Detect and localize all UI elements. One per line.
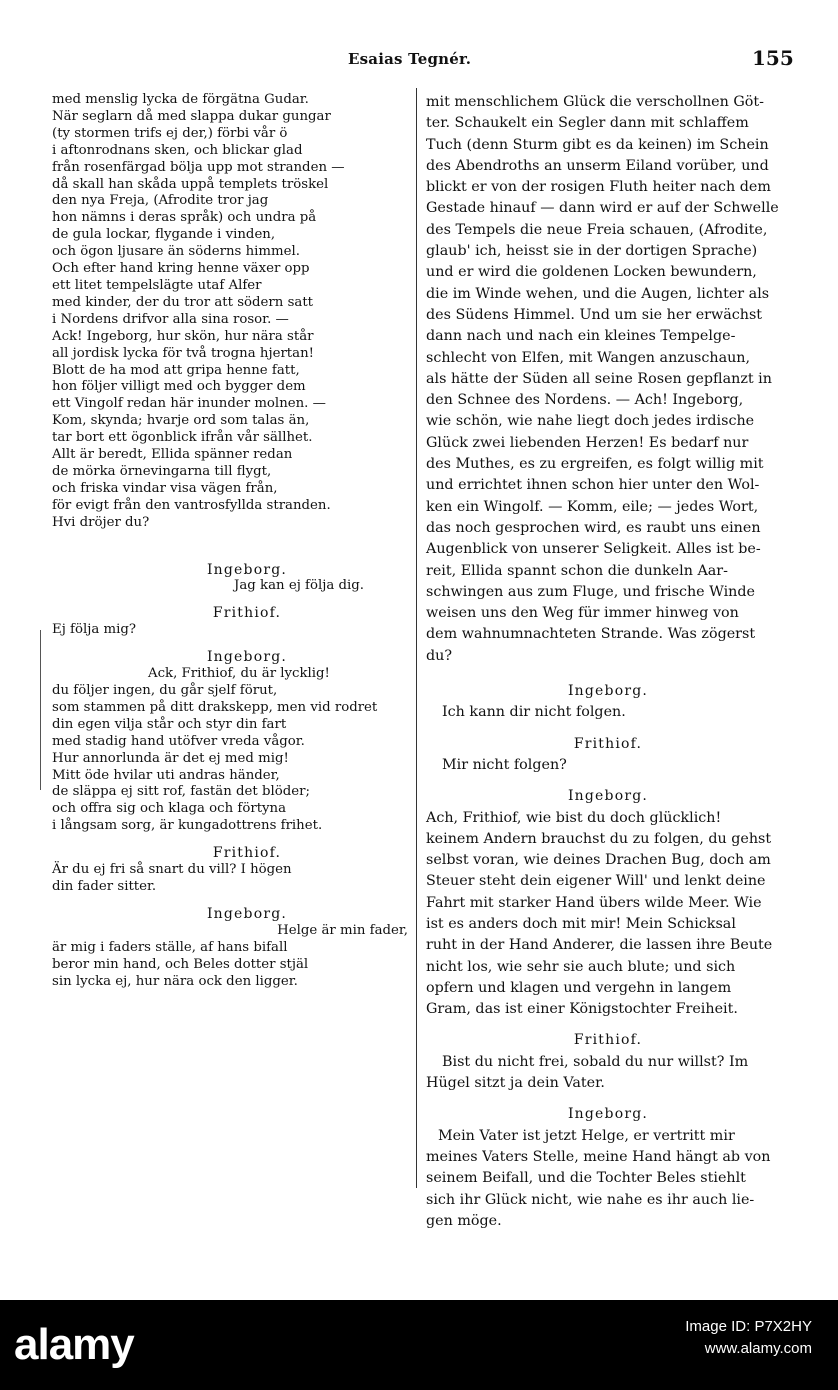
dialogue-line: selbst voran, wie deines Drachen Bug, doch am	[426, 852, 771, 869]
dialogue-line: din egen vilja står och styr din fart	[52, 716, 287, 732]
verse-line: Allt är beredt, Ellida spänner redan	[52, 447, 293, 463]
dialogue-line: Ack, Frithiof, du är lycklig!	[148, 666, 330, 682]
verse-line: Blott de ha mod att gripa henne fatt,	[52, 362, 300, 378]
verse-line: från rosenfärgad bölja upp mot stranden —	[52, 159, 345, 175]
verse-line: Och efter hand kring henne växer opp	[52, 261, 310, 277]
verse-line: ett Vingolf redan här inunder molnen. —	[52, 396, 326, 412]
verse-line: de mörka örnevingarna till flygt,	[52, 463, 272, 479]
prose-line: die im Winde wehen, und die Augen, lichter als	[426, 285, 770, 302]
prose-line: mit menschlichem Glück die verschollnen Göt-	[426, 94, 764, 110]
verse-line: med kinder, der du tror att södern satt	[52, 294, 314, 310]
dialogue-line: i långsam sorg, är kungadottrens frihet.	[52, 818, 323, 834]
dialogue-line: Mein Vater ist jetzt Helge, er vertritt mir	[438, 1127, 735, 1144]
prose-line: Gestade hinauf — dann wird er auf der Schwelle	[426, 200, 779, 217]
verse-line: ett litet tempelslägte utaf Alfer	[52, 277, 262, 293]
verse-line: (ty stormen trifs ej der,) förbi vår ö	[52, 125, 288, 141]
image-id: Image ID: P7X2HY	[685, 1318, 812, 1335]
verse-line: i aftonrodnans sken, och blickar glad	[52, 142, 303, 158]
prose-line: wie schön, wie nahe liegt doch jedes irdische	[426, 413, 755, 430]
dialogue-line: Ich kann dir nicht folgen.	[442, 704, 626, 721]
speaker-heading: Ingeborg.	[206, 649, 288, 666]
dialogue-line: med stadig hand utöfver vreda vågor.	[52, 733, 305, 749]
dialogue-line: Ach, Frithiof, wie bist du doch glücklich!	[426, 809, 722, 826]
speaker-heading: Ingeborg.	[567, 683, 649, 700]
prose-line: des Südens Himmel. Und um sie her erwächst	[426, 306, 763, 323]
verse-line: När seglarn då med slappa dukar gungar	[52, 108, 331, 124]
prose-line: du?	[426, 647, 453, 664]
verse-line: Ack! Ingeborg, hur skön, hur nära står	[52, 328, 314, 344]
prose-line: ter. Schaukelt ein Segler dann mit schlaffem	[426, 115, 749, 132]
speaker-heading: Frithiof.	[573, 1032, 643, 1049]
dialogue-line: Jag kan ej följa dig.	[234, 578, 364, 594]
verse-line: och friska vindar visa vägen från,	[52, 480, 278, 496]
page-number: 155	[752, 46, 794, 70]
dialogue-line: nicht los, wie sehr sie auch blute; und sich	[426, 958, 736, 975]
dialogue-line: opfern und klagen und vergehn in langem	[426, 979, 732, 996]
column-divider	[416, 88, 417, 1188]
verse-line: och ögon ljusare än söderns himmel.	[52, 244, 300, 260]
dialogue-line: sich ihr Glück nicht, wie nahe es ihr auch lie-	[426, 1191, 755, 1208]
verse-line: all jordisk lycka för två trogna hjertan!	[52, 345, 314, 361]
verse-line: de gula lockar, flygande i vinden,	[52, 227, 276, 243]
dialogue-line: Steuer steht dein eigener Will' und lenkt deine	[426, 873, 766, 890]
prose-line: blickt er von der rosigen Fluth heiter nach dem	[426, 179, 771, 196]
prose-line: Augenblick von unserer Seligkeit. Alles ist be-	[426, 541, 761, 558]
verse-block	[52, 92, 412, 532]
verse-line: för evigt från den vantrosfyllda stranden.	[52, 497, 331, 513]
speaker-heading: Ingeborg.	[567, 788, 649, 805]
verse-line: då skall han skåda uppå templets tröskel	[52, 176, 329, 192]
dialogue-line: Ej följa mig?	[52, 622, 137, 638]
verse-line: Kom, skynda; hvarje ord som talas än,	[52, 413, 310, 429]
dialogue-line: seinem Beifall, und die Tochter Beles stiehlt	[426, 1170, 746, 1187]
speaker-heading: Ingeborg.	[567, 1106, 649, 1123]
dialogue-line: Mir nicht folgen?	[442, 756, 567, 773]
dialogue-line: keinem Andern brauchst du zu folgen, du gehst	[426, 830, 772, 847]
speaker-heading: Frithiof.	[573, 735, 643, 752]
prose-line: und errichtet ihnen schon hier unter den Wol-	[426, 477, 760, 494]
prose-line: den Schnee des Nordens. — Ach! Ingeborg,	[426, 392, 744, 409]
running-head: Esaias Tegnér.	[348, 50, 472, 68]
verse-line: hon följer villigt med och bygger dem	[52, 379, 306, 395]
dialogue-line: som stammen på ditt drakskepp, men vid rodret	[52, 699, 378, 715]
dialogue-line: gen möge.	[426, 1212, 502, 1229]
prose-line: des Tempels die neue Freia schauen, (Afrodite,	[426, 221, 768, 238]
stock-footer	[0, 1300, 838, 1390]
dialogue-line: ruht in der Hand Anderer, die lassen ihre Beute	[426, 937, 773, 954]
speaker-heading: Frithiof.	[212, 845, 282, 862]
swedish-column	[52, 92, 412, 990]
prose-line: schlecht von Elfen, mit Wangen anzuschaun,	[426, 349, 751, 366]
prose-line: das noch gesprochen wird, es raubt uns einen	[426, 519, 761, 536]
prose-line: Tuch (denn Sturm gibt es da keinen) im Schein	[426, 136, 769, 153]
prose-line: des Muthes, es zu ergreifen, es folgt willig mit	[426, 456, 764, 473]
verse-line: i Nordens drifvor alla sina rosor. —	[52, 311, 289, 327]
speaker-heading: Frithiof.	[212, 605, 282, 622]
dialogue-line: Fahrt mit starker Hand übers wilde Meer. Wie	[426, 894, 762, 911]
german-column	[426, 92, 790, 1232]
dialogue-line: beror min hand, och Beles dotter stjäl	[52, 956, 309, 972]
dialogue-line: du följer ingen, du går sjelf förut,	[52, 683, 278, 698]
dialogue-line: Bist du nicht frei, sobald du nur willst? Im	[442, 1053, 749, 1070]
dialogue-line: din fader sitter.	[52, 878, 157, 894]
margin-rule	[40, 630, 41, 790]
prose-line: und er wird die goldenen Locken bewundern,	[426, 264, 757, 281]
dialogue-line: Hur annorlunda är det ej med mig!	[52, 750, 289, 766]
prose-line: als hätte der Süden all seine Rosen gepflanzt in	[426, 370, 772, 387]
dialogue-line: Mitt öde hvilar uti andras händer,	[52, 767, 280, 783]
speaker-heading: Ingeborg.	[206, 905, 288, 922]
dialogue-line: Hügel sitzt ja dein Vater.	[426, 1075, 605, 1092]
dialogue-line: Är du ej fri så snart du vill? I högen	[52, 862, 292, 878]
image-id-block	[685, 1316, 812, 1360]
verse-line: hon nämns i deras språk) och undra på	[52, 210, 317, 226]
dialogue-line: Helge är min fader,	[277, 922, 408, 938]
prose-line: des Abendroths an unserm Eiland vorüber, und	[426, 157, 769, 174]
prose-line: reit, Ellida spannt schon die dunkeln Aar-	[426, 562, 728, 579]
prose-line: dann nach und nach ein kleines Tempelge-	[426, 328, 736, 345]
dialogue-line: meines Vaters Stelle, meine Hand hängt ab von	[426, 1148, 771, 1165]
dialogue-line: Gram, das ist einer Königstochter Freiheit.	[426, 1001, 738, 1018]
verse-line: med menslig lycka de förgätna Gudar.	[52, 92, 309, 107]
dialogue-line: sin lycka ej, hur nära ock den ligger.	[52, 973, 298, 989]
dialogue-line: och offra sig och klaga och förtyna	[52, 801, 287, 817]
dialogue-line: ist es anders doch mit mir! Mein Schicksal	[426, 915, 736, 932]
verse-line: tar bort ett ögonblick ifrån vår sällhet.	[52, 430, 313, 446]
dialogue-line: är mig i faders ställe, af hans bifall	[52, 939, 288, 955]
dialogue-line: de släppa ej sitt rof, fastän det blöder;	[52, 784, 310, 800]
verse-line: den nya Freja, (Afrodite tror jag	[52, 193, 269, 209]
prose-block	[426, 92, 790, 667]
prose-line: Glück zwei liebenden Herzen! Es bedarf nur	[426, 434, 749, 451]
site-url: www.alamy.com	[704, 1340, 812, 1357]
prose-line: weisen uns den Weg für immer hinweg von	[426, 605, 739, 622]
prose-line: ken ein Wingolf. — Komm, eile; — jedes Wort,	[426, 498, 759, 515]
speaker-heading: Ingeborg.	[206, 561, 288, 578]
prose-line: schwingen aus zum Fluge, und frische Winde	[426, 583, 755, 600]
verse-line: Hvi dröjer du?	[52, 514, 150, 530]
prose-line: glaub' ich, heisst sie in der dortigen Sprache)	[426, 243, 758, 260]
alamy-logo: alamy	[14, 1320, 134, 1369]
prose-line: dem wahnumnachteten Strande. Was zögerst	[426, 626, 756, 643]
